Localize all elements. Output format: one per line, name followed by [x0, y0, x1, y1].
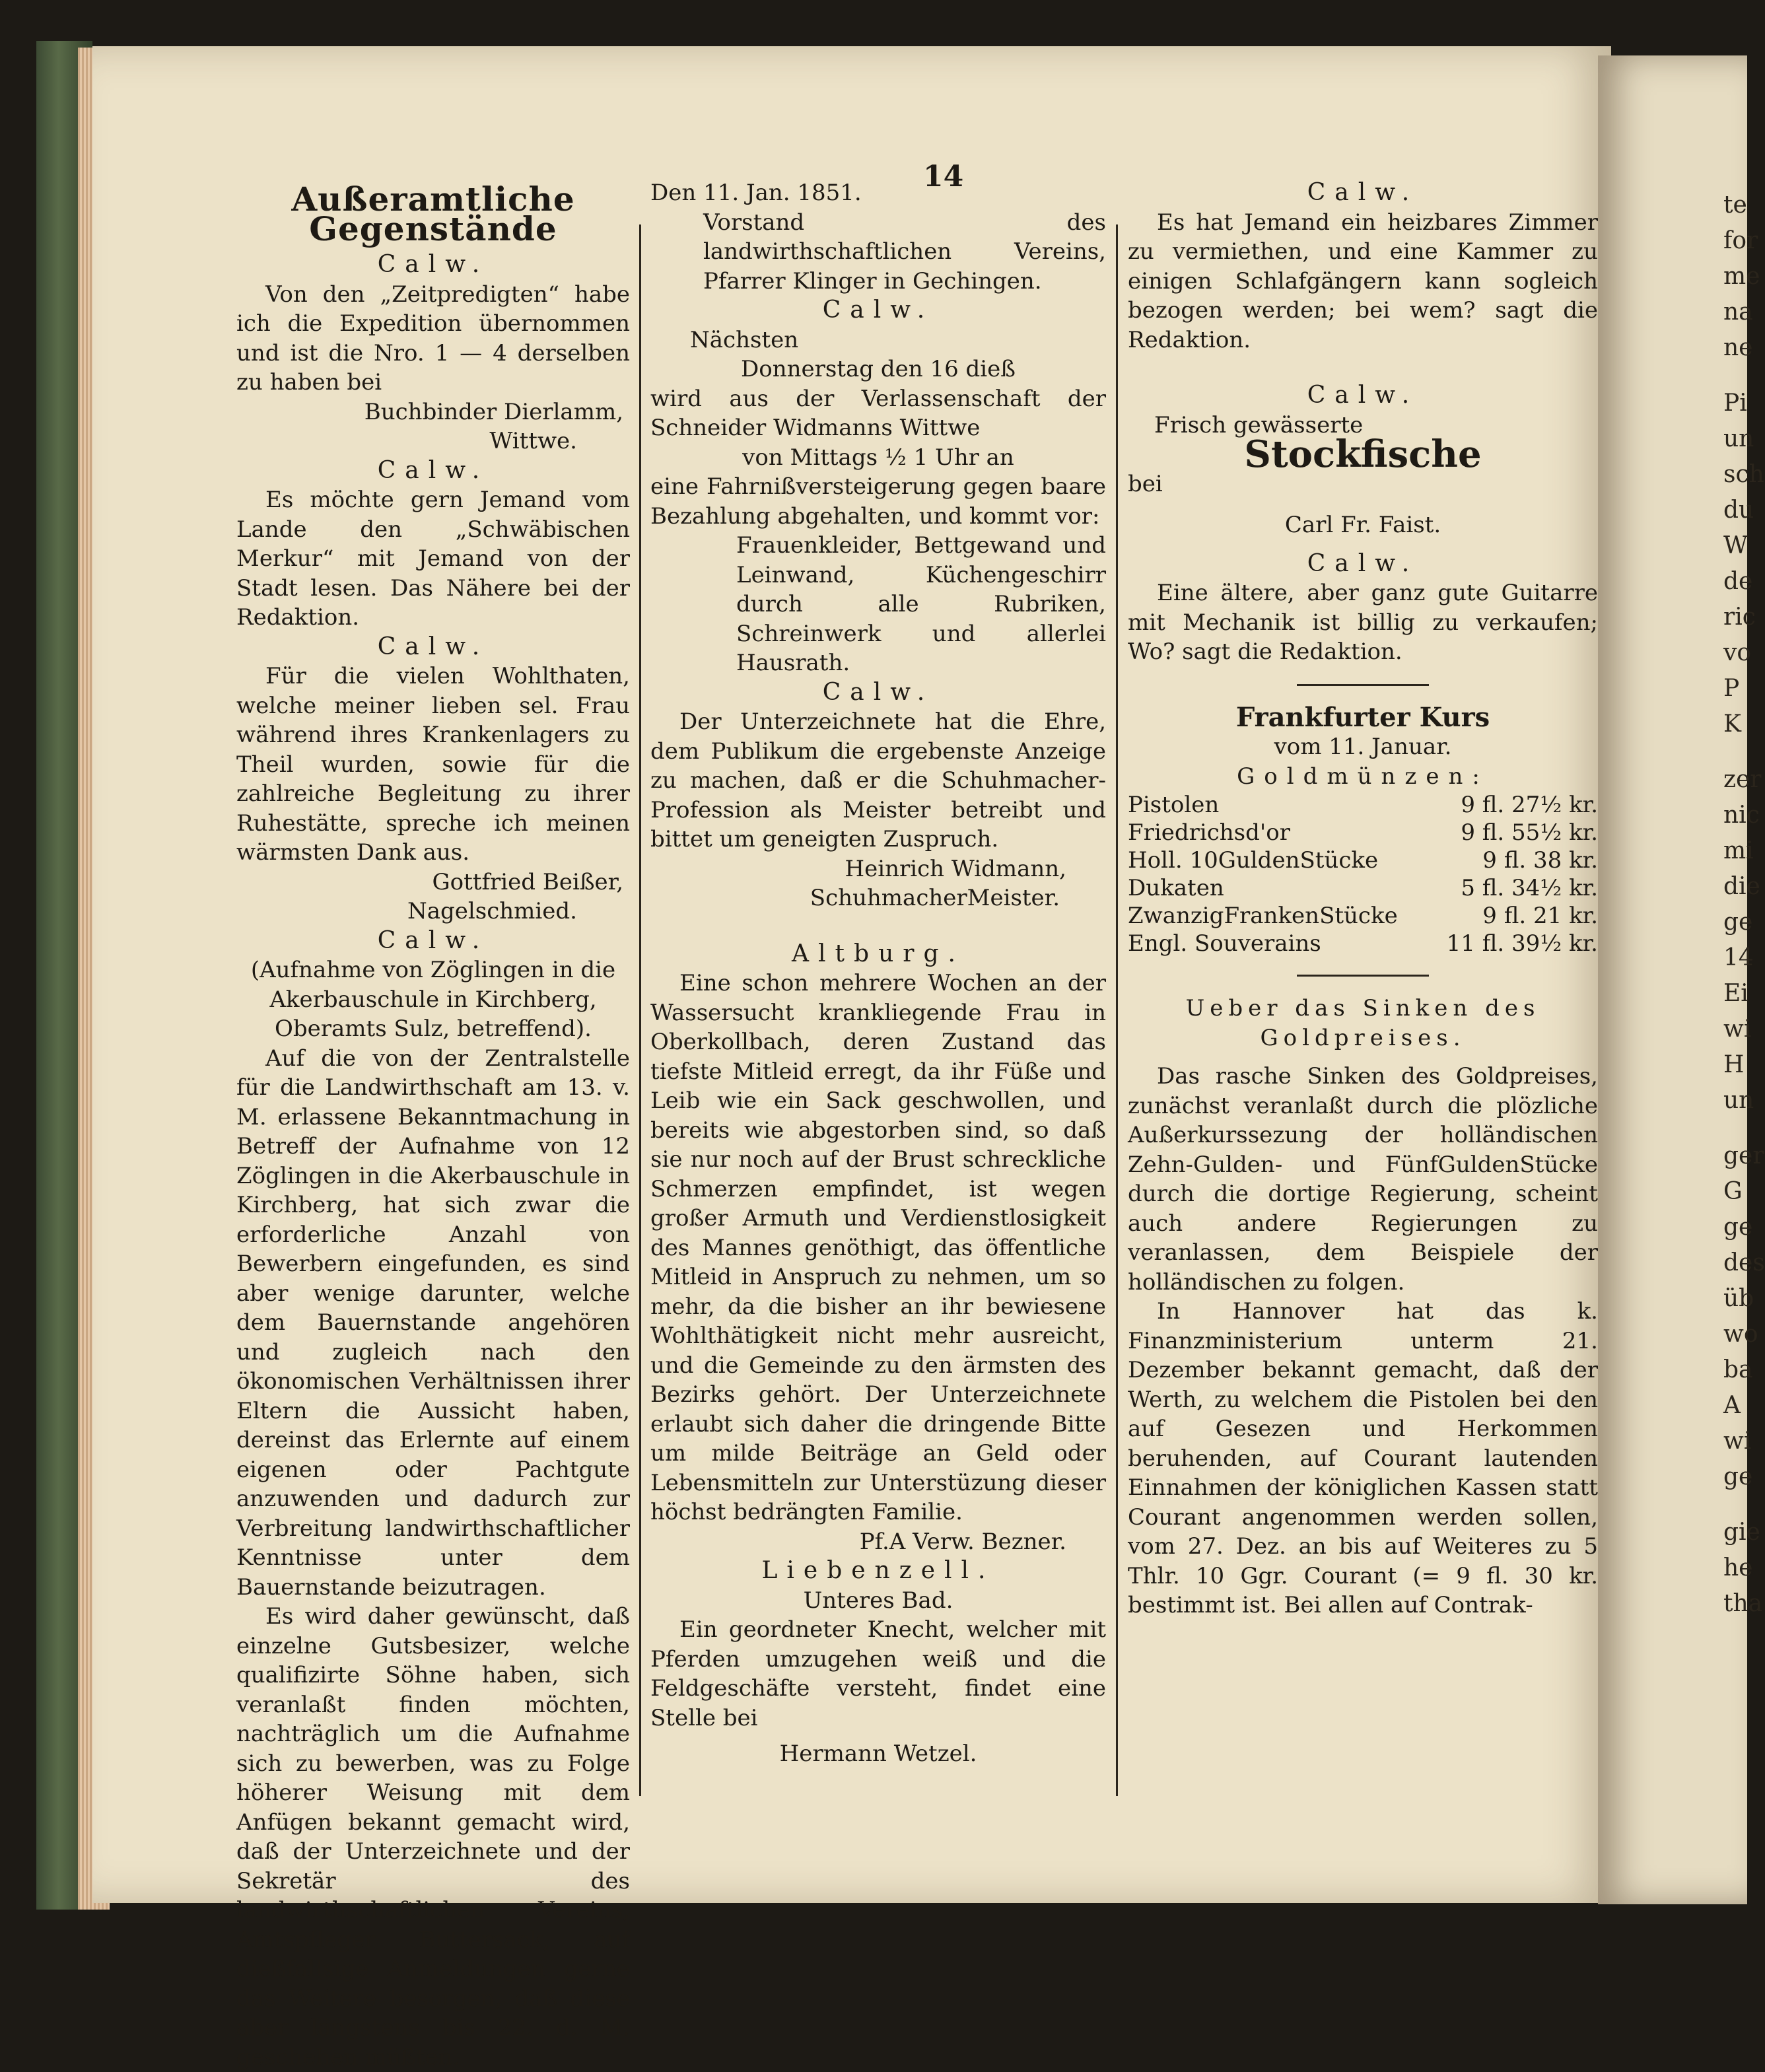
kurs-row: [1128, 874, 1598, 902]
notice-line: von Mittags ½ 1 Uhr an: [650, 443, 1106, 473]
fragment: wo: [1598, 1317, 1747, 1352]
article-paragraph: In Hannover hat das k. Finanzministerium unterm 21. Dezember bekannt gemacht, daß der Werth, zu welchem die Pistolen bei den auf Gesezen und Herkommen beruhenden, auf Courant lautenden Einnahmen der königlichen Kassen statt Courant angenommen werden sollen, vom 27. Dez. an bis auf Weiteres zu 5 Thlr. 10 Ggr. Courant (= 9 fl. 30 kr. bestimmt ist. Bei allen auf Contrak-: [1128, 1297, 1598, 1620]
fragment: te: [1598, 188, 1747, 223]
ad-text: Eine ältere, aber ganz gute Guitarre mit Mechanik ist billig zu verkaufen; Wo? sagt die Redaktion.: [1128, 578, 1598, 667]
notice-subtitle: Unteres Bad.: [650, 1586, 1106, 1616]
fragment: un: [1598, 421, 1747, 457]
notice-line: Donnerstag den 16 dieß: [650, 355, 1106, 384]
ad-place: Calw.: [1128, 178, 1598, 208]
notice-text: Der Unterzeichnete hat die Ehre, dem Publikum die ergebenste Anzeige zu machen, daß er die Schuhmacher-Profession als Meister betreibt und bittet um geneigten Zuspruch.: [650, 707, 1106, 854]
ad-place: Calw.: [1128, 381, 1598, 411]
notice-text: Ein geordneter Knecht, welcher mit Pferden umzugehen weiß und die Feldgeschäfte versteht, findet eine Stelle bei: [650, 1615, 1106, 1733]
notice-signature: SchuhmacherMeister.: [650, 883, 1106, 913]
notice-text: Eine schon mehrere Wochen an der Wassersucht krankliegende Frau in Oberkollbach, deren Zustand das tiefste Mitleid erregt, da ihr Füße und Leib wie ein Sack geschwollen, und bereits wie abgestorben sind, so daß sie nur noch auf der Brust schreckliche Schmerzen empfindet, ist wegen großer Armuth und Verdienstlosigkeit des Mannes genöthigt, das öffentliche Mitleid in Anspruch zu nehmen, um so mehr, da die bisher an ihr bewiesene Wohlthätigkeit nicht mehr ausreicht, und die Gemeinde zu den ärmsten des Bezirks gehört. Der Unterzeichnete erlaubt sich daher die dringende Bitte um milde Beiträge an Geld oder Lebensmitteln zur Unterstüzung dieser höchst bedrängten Familie.: [650, 969, 1106, 1527]
fragment: zer: [1598, 762, 1747, 798]
notice-signature: Wittwe.: [236, 427, 630, 456]
kurs-coin: ZwanzigFrankenStücke: [1128, 902, 1429, 930]
notice-place: Calw.: [236, 456, 630, 486]
kurs-rate: 9 fl. 27½ kr.: [1429, 791, 1598, 819]
fragment: ge: [1598, 1210, 1747, 1245]
ad-intro: Frisch gewässerte: [1128, 411, 1598, 440]
article-title: Ueber das Sinken des Goldpreises.: [1128, 994, 1598, 1053]
notice-paragraph: Auf die von der Zentralstelle für die Landwirthschaft am 13. v. M. erlassene Bekanntmachung in Betreff der Aufnahme von 12 Zöglingen in die Akerbauschule in Kirchberg, hat sich zwar die erforderliche Anzahl von Bewerbern eingefunden, es sind aber wenige darunter, welche dem Bauernstande angehören und zugleich nach den ökonomischen Verhältnissen ihrer Eltern die Aussicht haben, dereinst das Erlernte auf einem eigenen oder Pachtgute anzuwenden und dadurch zur Verbreitung landwirthschaftlicher Kenntnisse unter dem Bauernstande beizutragen.: [236, 1044, 630, 1603]
notice-signature: Hermann Wetzel.: [650, 1739, 1106, 1769]
column-1: [236, 185, 630, 2072]
kurs-coin: Engl. Souverains: [1128, 930, 1429, 957]
fragment: nic: [1598, 798, 1747, 833]
ad-bei: bei: [1128, 469, 1598, 499]
notice-akerbauschule: [236, 926, 630, 2072]
section-title: Außeramtliche Gegenstände: [236, 185, 630, 244]
notice-dank: [236, 633, 630, 926]
notice-line: eine Fahrnißversteigerung gegen baare Bezahlung abgehalten, und kommt vor:: [650, 472, 1106, 531]
fragment: wi: [1598, 1012, 1747, 1047]
notice-signature: Buchbinder Dierlamm,: [236, 397, 630, 427]
fragment: Ei: [1598, 976, 1747, 1012]
notice-date-block: [650, 178, 1106, 296]
fragment: ne: [1598, 330, 1747, 366]
article-paragraph: Das rasche Sinken des Goldpreises, zunächst veranlaßt durch die plözliche Außerkurssezung der holländischen Zehn-Gulden- und FünfGuldenStücke durch die dortige Regierung, scheint auch andere Regierungen zu veranlassen, dem Beispiele der holländischen zu folgen.: [1128, 1062, 1598, 1297]
kurs-row: [1128, 902, 1598, 930]
fragment: tha: [1598, 1586, 1747, 1622]
column-rule: [639, 224, 641, 1796]
fragment: he: [1598, 1550, 1747, 1586]
next-page-fragment: [1598, 55, 1747, 1904]
notice-signature: Gottfried Beißer,: [236, 868, 630, 897]
ad-stockfische: [1128, 381, 1598, 540]
notice-place: Calw.: [236, 633, 630, 662]
fragment: P: [1598, 671, 1747, 707]
ad-text: Es hat Jemand ein heizbares Zimmer zu vermiethen, und eine Kammer zu einigen Schlafgängern kann sogleich bezogen werden; bei wem? sagt die Redaktion.: [1128, 208, 1598, 355]
notice-date: Den 11. Jan. 1851.: [650, 178, 1106, 208]
kurs-row: [1128, 791, 1598, 819]
notice-place: Calw.: [650, 296, 1106, 326]
fragment: A: [1598, 1388, 1747, 1424]
kurs-rate: 9 fl. 38 kr.: [1429, 846, 1598, 874]
notice-line: Nächsten: [650, 326, 1106, 355]
kurs-rate: 11 fl. 39½ kr.: [1429, 930, 1598, 957]
fragment: ric: [1598, 600, 1747, 635]
fragment: ge: [1598, 1459, 1747, 1495]
kurs-row: [1128, 819, 1598, 846]
fragment: un: [1598, 1083, 1747, 1119]
kurs-coin: Dukaten: [1128, 874, 1429, 902]
fragment: for: [1598, 223, 1747, 259]
fragment: 14: [1598, 940, 1747, 976]
kurs-rate: 9 fl. 21 kr.: [1429, 902, 1598, 930]
fragment: gie: [1598, 1515, 1747, 1550]
fragment: ge: [1598, 905, 1747, 940]
notice-text: Von den „Zeitpredigten“ habe ich die Expedition übernommen und ist die Nro. 1 — 4 derselben zu haben bei: [236, 280, 630, 397]
notice-merkur: [236, 456, 630, 633]
kurs-rate: 5 fl. 34½ kr.: [1429, 874, 1598, 902]
notice-signature: Pf.A Verw. Bezner.: [650, 1527, 1106, 1557]
ad-headline: Stockfische: [1128, 440, 1598, 469]
column-3: [1128, 178, 1598, 1620]
fragment: die: [1598, 869, 1747, 905]
fragment: wi: [1598, 1424, 1747, 1459]
page-number: 14: [923, 160, 963, 193]
fragment: ba: [1598, 1352, 1747, 1388]
column-2: [650, 178, 1106, 1769]
ad-zimmer: [1128, 178, 1598, 355]
fragment: ger: [1598, 1138, 1747, 1174]
notice-place: Calw.: [650, 678, 1106, 708]
ad-guitarre: [1128, 549, 1598, 667]
kurs-title: Frankfurter Kurs: [1128, 703, 1598, 733]
fragment: du: [1598, 493, 1747, 528]
notice-place: Altburg.: [650, 940, 1106, 969]
notice-place: Liebenzell.: [650, 1556, 1106, 1586]
notice-schuhmacher: [650, 678, 1106, 913]
notice-place: Calw.: [236, 926, 630, 956]
divider: [1297, 684, 1429, 686]
fragment: des: [1598, 1245, 1747, 1281]
fragment: H: [1598, 1047, 1747, 1083]
column-rule: [1116, 224, 1118, 1796]
notice-place: Calw.: [236, 250, 630, 280]
ad-signature: Carl Fr. Faist.: [1128, 510, 1598, 540]
fragment: üb: [1598, 1281, 1747, 1317]
fragment: W: [1598, 528, 1747, 564]
notice-paragraph: Es wird daher gewünscht, daß einzelne Gutsbesizer, welche qualifizirte Söhne haben, sich veranlaßt finden möchten, nachträglich um die Aufnahme sich zu bewerben, was zu Folge höherer Weisung mit dem Anfügen bekannt gemacht wird, daß der Unterzeichnete und der Sekretär des landwirthschaftlichen Vereins, Amtspfleger Buttersack, auf dießfallsige Anmeldungen gerne das Weitere besorgen, daß diese aber längstens bis 22. d. M. geschehen müßten.: [236, 1602, 630, 2072]
notice-subtitle: (Aufnahme von Zöglingen in die Akerbauschule in Kirchberg, Oberamts Sulz, betreffend).: [236, 955, 630, 1044]
kurs-coin: Holl. 10GuldenStücke: [1128, 846, 1429, 874]
ad-place: Calw.: [1128, 549, 1598, 579]
kurs-row: [1128, 930, 1598, 957]
kurs-row: [1128, 846, 1598, 874]
fragment: vo: [1598, 635, 1747, 671]
fragment: me: [1598, 259, 1747, 294]
notice-versteigerung: [650, 296, 1106, 678]
notice-signature: Nagelschmied.: [236, 897, 630, 926]
notice-altburg: [650, 940, 1106, 1557]
notice-line: Frauenkleider, Bettgewand und Leinwand, Küchengeschirr durch alle Rubriken, Schreinwerk und allerlei Hausrath.: [650, 531, 1106, 678]
fragment: sch: [1598, 457, 1747, 493]
kurs-coin: Friedrichsd'or: [1128, 819, 1429, 846]
kurs-date: vom 11. Januar.: [1128, 732, 1598, 762]
kurs-rate: 9 fl. 55½ kr.: [1429, 819, 1598, 846]
divider: [1297, 975, 1429, 977]
fragment: de: [1598, 564, 1747, 600]
article-goldpreis: [1128, 994, 1598, 1620]
newspaper-page: [92, 46, 1611, 1903]
notice-text: Es möchte gern Jemand vom Lande den „Schwäbischen Merkur“ mit Jemand von der Stadt lesen. Das Nähere bei der Redaktion.: [236, 485, 630, 633]
notice-zeitpredigten: [236, 250, 630, 456]
kurs-subtitle: Goldmünzen:: [1128, 762, 1598, 792]
notice-signature: Heinrich Widmann,: [650, 854, 1106, 884]
fragment: na: [1598, 294, 1747, 330]
notice-liebenzell: [650, 1556, 1106, 1769]
fragment: Pi: [1598, 386, 1747, 421]
notice-text: Vorstand des landwirthschaftlichen Vereins, Pfarrer Klinger in Gechingen.: [650, 208, 1106, 296]
fragment: K: [1598, 707, 1747, 742]
notice-text: Für die vielen Wohlthaten, welche meiner lieben sel. Frau während ihres Krankenlagers zu Theil wurden, sowie für die zahlreiche Begleitung zu ihrer Ruhestätte, spreche ich meinen wärmsten Dank aus.: [236, 662, 630, 868]
frankfurter-kurs: [1128, 703, 1598, 958]
fragment: mi: [1598, 833, 1747, 869]
kurs-table: [1128, 791, 1598, 957]
fragment: G: [1598, 1174, 1747, 1210]
kurs-coin: Pistolen: [1128, 791, 1429, 819]
notice-line: wird aus der Verlassenschaft der Schneider Widmanns Wittwe: [650, 384, 1106, 443]
